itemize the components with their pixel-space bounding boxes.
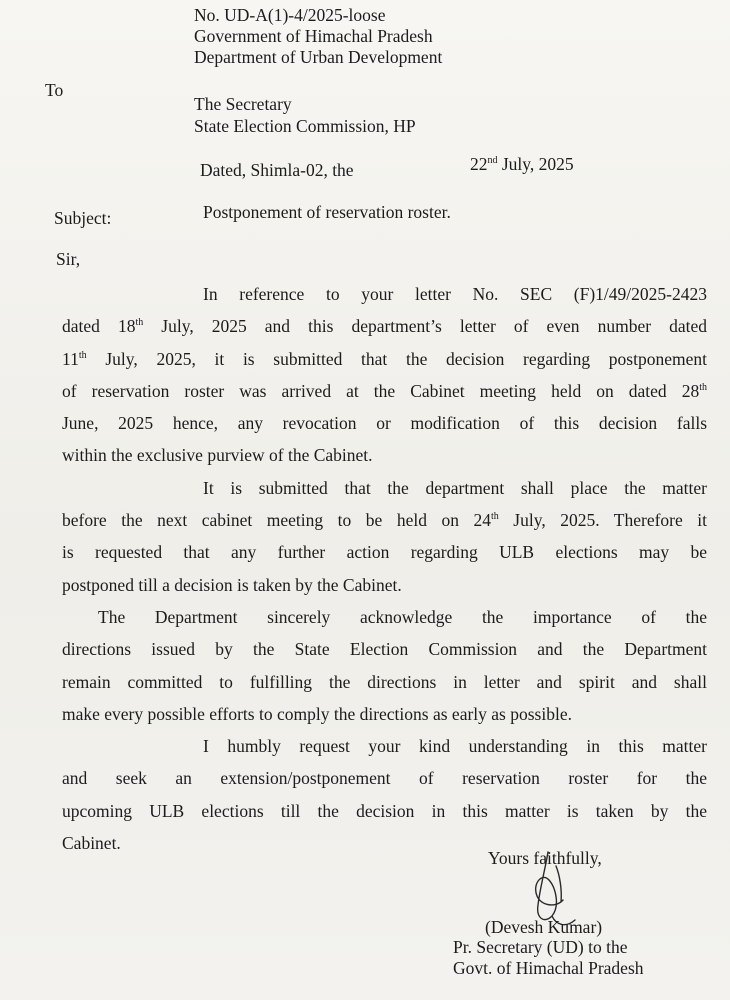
para1-line: dated 18th July, 2025 and this department’s letter of even number dated xyxy=(62,316,707,337)
letter-number: No. UD-A(1)-4/2025-loose xyxy=(194,5,386,25)
para4-line: and seek an extension/postponement of reservation roster for the xyxy=(62,768,707,789)
valediction: Yours faithfully, xyxy=(488,848,602,868)
signatory-designation: Pr. Secretary (UD) to the xyxy=(453,937,628,957)
signatory-office: Govt. of Himachal Pradesh xyxy=(453,958,644,978)
to-label: To xyxy=(45,80,64,100)
signatory-name: (Devesh Kumar) xyxy=(485,917,603,937)
para3-line: The Department sincerely acknowledge the importance of the xyxy=(98,606,707,627)
government-name: Government of Himachal Pradesh xyxy=(194,26,433,46)
para4-line: I humbly request your kind understanding in this matter xyxy=(203,736,707,757)
para3-line: make every possible efforts to comply the directions as early as possible. xyxy=(62,703,572,724)
para2-line: is requested that any further action regarding ULB elections may be xyxy=(62,542,707,563)
para2-line: before the next cabinet meeting to be held on 24th July, 2025. Therefore it xyxy=(62,510,707,531)
para4-line: Cabinet. xyxy=(62,833,121,854)
para1-line: of reservation roster was arrived at the Cabinet meeting held on dated 28th xyxy=(62,380,707,401)
addressee-line1: The Secretary xyxy=(194,94,292,114)
dated-date: 22nd July, 2025 xyxy=(470,154,574,174)
para1-line: In reference to your letter No. SEC (F)1/49/2025-2423 xyxy=(203,284,707,304)
salutation: Sir, xyxy=(56,249,81,269)
para1-line: 11th July, 2025, it is submitted that the decision regarding postponement xyxy=(62,348,707,369)
para3-line: directions issued by the State Election Commission and the Department xyxy=(62,639,707,660)
subject-text: Postponement of reservation roster. xyxy=(203,202,451,222)
para4-line: upcoming ULB elections till the decision in this matter is taken by the xyxy=(62,800,707,821)
department-name: Department of Urban Development xyxy=(194,47,443,67)
subject-label: Subject: xyxy=(54,208,112,228)
para3-line: remain committed to fulfilling the directions in letter and spirit and shall xyxy=(62,671,707,692)
para2-line: It is submitted that the department shall place the matter xyxy=(203,477,707,498)
para1-line: June, 2025 hence, any revocation or modification of this decision falls xyxy=(62,413,707,434)
addressee-line2: State Election Commission, HP xyxy=(194,116,416,136)
para1-line: within the exclusive purview of the Cabinet. xyxy=(62,445,373,466)
dated-place: Dated, Shimla-02, the xyxy=(200,160,354,180)
para2-line: postponed till a decision is taken by the Cabinet. xyxy=(62,574,402,595)
